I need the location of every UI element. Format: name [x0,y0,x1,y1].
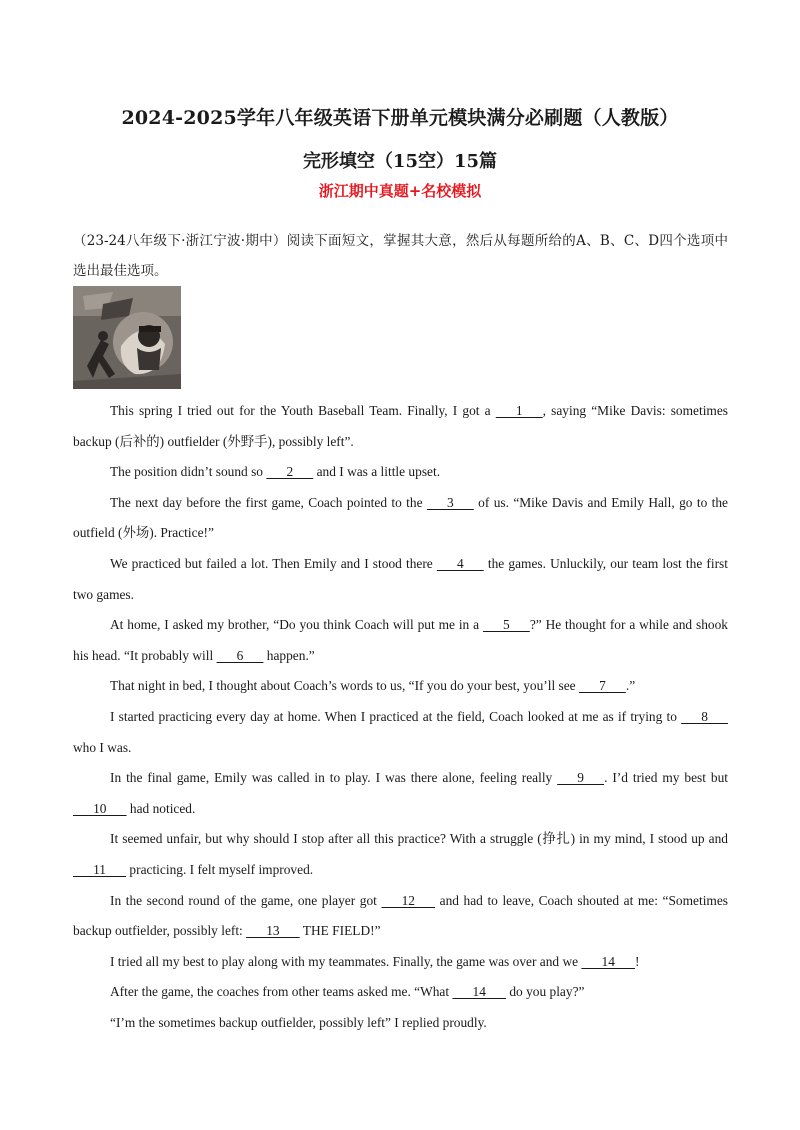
paragraph-text: ?” He thought for a while and shook his head. “It probably will [73,617,728,663]
answer-blank[interactable]: 9 [557,770,605,786]
paragraph-text: I started practicing every day at home. When I practiced at the field, Coach looked at me as if trying to [110,708,682,724]
paragraph-text: , saying “Mike Davis: sometimes backup (后补的) outfielder (外野手), possibly left”. [73,403,728,449]
paragraph-text: ! [634,953,640,969]
passage-paragraph [73,1008,728,1039]
answer-blank[interactable]: 3 [426,494,474,510]
passage-paragraph [73,886,728,947]
paragraph-text: That night in bed, I thought about Coach’s words to us, “If you do your best, you’ll see [110,678,579,694]
paragraph-text: happen.” [263,647,315,663]
passage-paragraph [73,488,728,549]
answer-blank[interactable]: 4 [436,555,484,571]
answer-blank[interactable]: 10 [73,800,127,816]
answer-blank[interactable]: 11 [73,861,127,877]
instruction-text: （23-24八年级下·浙江宁波·期中）阅读下面短文，掌握其大意，然后从每题所给的A、B、C、D四个选项中选出最佳选项。 [73,233,728,279]
paragraph-text: of us. “Mike Davis and Emily Hall, go to the outfield (外场). Practice!” [73,494,729,541]
answer-blank[interactable]: 7 [578,678,626,694]
paragraph-text: It seemed unfair, but why should I stop after all this practice? With a struggle (挣扎) in my mind, I stood up and [110,831,728,847]
passage-paragraph [73,457,728,488]
passage-paragraph [73,947,728,978]
cloze-passage [73,396,728,1038]
paragraph-text: . I’d tried my best but [604,770,728,786]
paragraph-text: At home, I asked my brother, “Do you think Coach will put me in a [110,617,483,633]
baseball-player-illustration [73,286,181,389]
paragraph-text: and I was a little upset. [313,464,441,480]
passage-paragraph [73,702,728,763]
paragraph-text: After the game, the coaches from other teams asked me. “What [110,984,453,1000]
answer-blank[interactable]: 14 [581,953,635,969]
answer-blank[interactable]: 5 [482,617,530,633]
answer-blank[interactable]: 8 [681,708,728,724]
paragraph-text: The position didn’t sound so [110,464,267,480]
answer-blank[interactable]: 12 [381,892,436,908]
answer-blank[interactable]: 6 [216,647,264,663]
passage-paragraph [73,396,728,457]
answer-blank[interactable]: 13 [246,923,300,939]
paragraph-text: THE FIELD!” [299,923,381,939]
section-tagline: 浙江期中真题+名校模拟 [318,182,482,200]
paragraph-text: .” [625,678,636,694]
paragraph-text: The next day before the first game, Coach pointed to the [110,494,427,510]
passage-paragraph [73,671,728,702]
passage-paragraph [73,549,728,610]
paragraph-text: and had to leave, Coach shouted at me: “Sometimes backup outfielder, possibly left: [73,892,728,939]
passage-paragraph [73,763,728,824]
passage-paragraph [73,610,728,671]
section-title: 完形填空（15空）15篇 [302,151,498,172]
page-title: 2024-2025学年八年级英语下册单元模块满分必刷题（人教版） [121,107,679,129]
paragraph-text: In the final game, Emily was called in to play. I was there alone, feeling really [110,770,558,786]
paragraph-text: do you play?” [506,984,585,1000]
paragraph-text: who I was. [73,739,132,755]
paragraph-text: This spring I tried out for the Youth Baseball Team. Finally, I got a [110,403,496,418]
answer-blank[interactable]: 14 [452,984,506,1000]
passage-paragraph [73,977,728,1008]
paragraph-text: the games. Unluckily, our team lost the first two games. [73,555,728,602]
paragraph-text: I tried all my best to play along with my teammates. Finally, the game was over and we [110,953,582,969]
paragraph-text: practicing. I felt myself improved. [126,861,314,877]
passage-paragraph [73,824,728,885]
paragraph-text: “I’m the sometimes backup outfielder, possibly left” I replied proudly. [110,1014,487,1030]
paragraph-text: had noticed. [126,800,196,816]
paragraph-text: In the second round of the game, one player got [110,892,382,908]
illustration-image [73,286,181,389]
answer-blank[interactable]: 1 [495,403,543,418]
paragraph-text: We practiced but failed a lot. Then Emily and I stood there [110,555,437,571]
answer-blank[interactable]: 2 [266,464,314,480]
